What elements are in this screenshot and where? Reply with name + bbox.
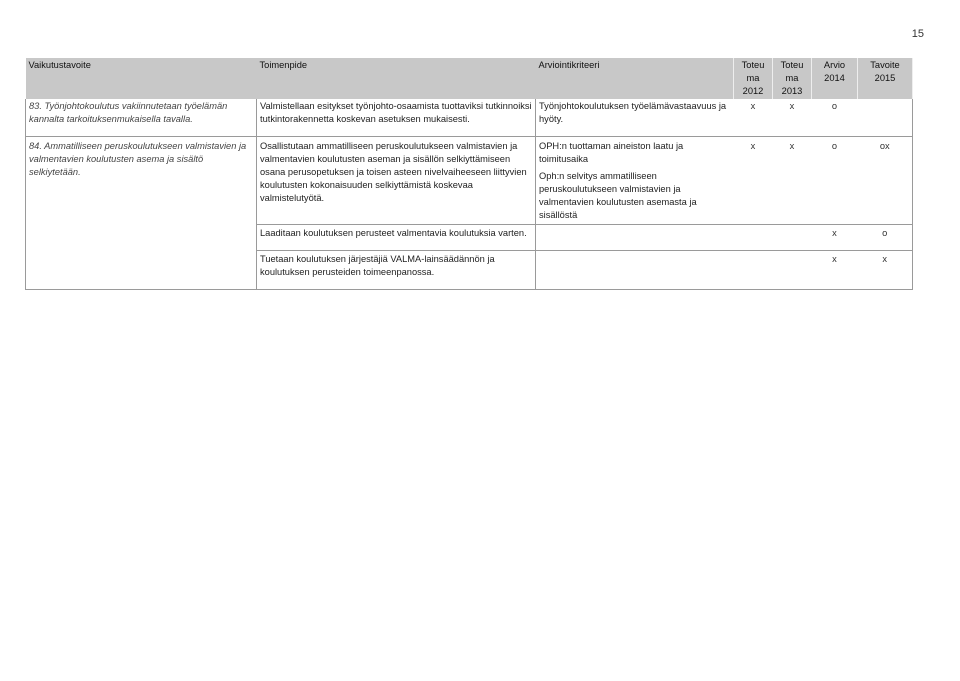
header-arviointikriteeri: Arviointikriteeri [536,58,734,99]
mark-2015: o [858,225,913,251]
table-row [26,99,913,127]
mark-2015: x [858,251,913,290]
header-toimenpide: Toimenpide [257,58,536,99]
goal-cell: 84. Ammatilliseen peruskoulutukseen valmistavien ja valmentavien koulutusten asema ja sisältö selkiytetään. [26,137,257,290]
mark-2014: o [812,137,858,225]
criteria-text: Oph:n selvitys ammatilliseen peruskoulutukseen valmistavien ja valmentavien koulutusten asemasta ja sisällöstä [539,171,697,220]
mark-2014: x [812,225,858,251]
mark-2012: x [734,137,773,225]
goal-cell: 83. Työnjohtokoulutus vakiinnutetaan työelämän kannalta tarkoituksenmukaisella tavalla. [26,99,257,127]
header-2015: Tavoite 2015 [858,58,913,99]
mark-2015 [858,99,913,127]
header-vaikutustavoite: Vaikutustavoite [26,58,257,99]
action-plan-table [25,58,913,290]
mark-2013: x [773,137,812,225]
criteria-cell: Työnjohtokoulutuksen työelämävastaavuus ja hyöty. [536,99,734,127]
table-row [26,137,913,225]
mark-2015: ox [858,137,913,225]
mark-2012: x [750,101,756,111]
mark-2013 [773,225,812,251]
row-divider [26,127,913,137]
header-2012: Toteu ma 2012 [734,58,773,99]
criteria-cell [536,137,734,225]
criteria-cell [536,251,734,290]
criteria-text: OPH:n tuottaman aineiston laatu ja toimitusaika [539,141,684,164]
mark-2013 [773,251,812,290]
mark-2014: x [812,251,858,290]
page-number: 15 [911,28,924,40]
mark-2013: x [789,101,795,111]
action-cell: Valmistellaan esitykset työnjohto-osaamista tuottaviksi tutkinnoiksi tutkintorakennetta koskevan asetuksen mukaisesti. [257,99,536,127]
action-cell: Laaditaan koulutuksen perusteet valmentavia koulutuksia varten. [257,225,536,251]
action-cell: Tuetaan koulutuksen järjestäjiä VALMA-lainsäädännön ja koulutuksen perusteiden toimeenpanossa. [257,251,536,290]
mark-2014: o [831,101,838,111]
criteria-cell [536,225,734,251]
header-2013: Toteu ma 2013 [773,58,812,99]
header-row [26,58,913,99]
action-cell: Osallistutaan ammatilliseen peruskoulutukseen valmistavien ja valmentavien koulutusten aseman ja sisällön selkiyttämiseen osana perusopetuksen ja toisen asteen nivelvaiheeseen liittyvien koulutusten kokonaisuuden selkiyttämistä koskevaa valmistelutyötä. [257,137,536,225]
mark-2012 [734,225,773,251]
mark-2012 [734,251,773,290]
header-2014: Arvio 2014 [812,58,858,99]
